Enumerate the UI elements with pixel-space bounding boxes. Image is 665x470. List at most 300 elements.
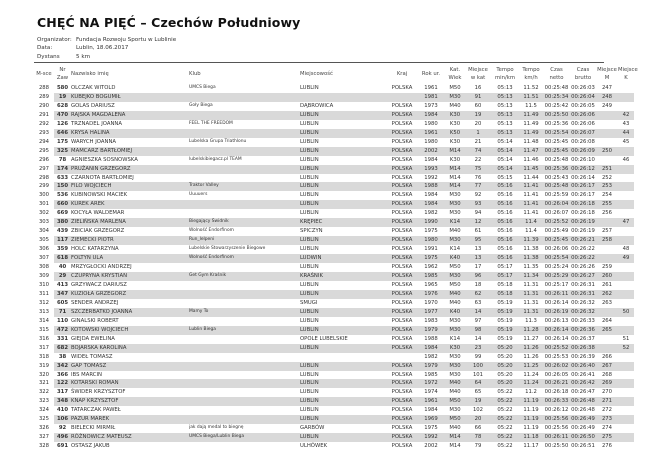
category-cell: M14 (445, 147, 465, 156)
place-women-cell: 52 (618, 344, 634, 353)
pace-cell: 05:13 (497, 102, 513, 109)
place-men-cell: 249 (601, 102, 613, 109)
year-cell: 1961 (417, 129, 445, 138)
speed-cell: 11.27 (523, 335, 539, 342)
name-cell: ZIELIŃSKA MARLENA (71, 218, 189, 227)
category-place-cell: 65 (474, 389, 482, 396)
category-cell: M14 (445, 165, 465, 174)
category-cell: M30 (445, 326, 465, 335)
net-time-cell: 00:26:14 (544, 335, 569, 342)
category-cell: K40 (445, 254, 465, 263)
table-row (34, 218, 634, 227)
col-name: Nazwisko imię (71, 71, 109, 77)
place-women-cell (618, 174, 634, 183)
net-time-cell: 00:26:19 (544, 308, 569, 315)
col-gross-time: Czas brutto (574, 67, 592, 81)
year-cell: 1990 (417, 218, 445, 227)
table-row (34, 362, 634, 371)
net-time-cell: 00:25:24 (544, 264, 569, 271)
city-cell: LUBLIN (300, 397, 387, 406)
bib-cell: 71 (54, 308, 71, 317)
place-cell: 326 (38, 425, 50, 432)
place-men-cell: 269 (596, 379, 618, 388)
category-place-cell: 64 (465, 379, 491, 388)
name-cell: TATARCZAK PAWEŁ (71, 407, 121, 414)
place-men-cell: 252 (601, 174, 613, 181)
col-pace: Tempo min/km (494, 67, 515, 81)
speed-cell: 11.39 (519, 236, 543, 245)
club-cell (189, 353, 300, 362)
bib-cell: 92 (58, 425, 67, 432)
year-cell: 1984 (424, 156, 438, 163)
pace-cell: 05:22 (491, 433, 519, 442)
category-cell: M50 (445, 397, 465, 406)
city-cell: OPOLE LUBELSKIE (300, 335, 348, 342)
name-cell: KNAP KRZYSZTOF (71, 397, 189, 406)
place-women-cell (618, 397, 634, 406)
gross-time-cell: 00:26:17 (571, 183, 595, 190)
country-cell: POLSKA (387, 433, 417, 442)
year-cell: 1984 (417, 200, 445, 209)
place-cell: 316 (38, 335, 50, 342)
bib-cell: 348 (54, 397, 71, 406)
category-place-cell: 60 (474, 102, 482, 109)
name-cell: RAJSKA MAGDALENA (71, 111, 189, 120)
col-place: M-sce (36, 71, 52, 77)
category-place-cell: 77 (465, 182, 491, 191)
category-cell: M30 (449, 407, 461, 414)
place-cell: 328 (38, 443, 50, 450)
gross-time-cell: 00:26:31 (571, 281, 595, 288)
name-cell: ŚWIDER KRZYSZTOF (71, 389, 126, 396)
net-time-cell: 00:26:02 (544, 362, 569, 369)
country-cell: POLSKA (391, 174, 413, 181)
year-cell: 1984 (417, 344, 445, 353)
club-cell (189, 415, 300, 424)
club-cell (189, 200, 300, 209)
place-men-cell (596, 308, 618, 317)
category-cell: K14 (449, 335, 461, 342)
club-cell (189, 317, 300, 326)
category-cell: M30 (449, 192, 461, 199)
country-cell (387, 93, 417, 102)
col-net-time: Czas netto (549, 67, 564, 81)
place-men-cell: 261 (601, 281, 613, 288)
city-cell: DĄBROWICA (300, 102, 334, 109)
category-cell: M40 (449, 299, 461, 306)
place-cell: 288 (38, 85, 50, 91)
gross-time-cell: 00:26:19 (571, 219, 595, 226)
category-cell: K30 (449, 156, 461, 163)
pace-cell: 05:22 (491, 397, 519, 406)
place-women-cell (618, 415, 634, 424)
event-meta (37, 36, 176, 61)
name-cell: KRYSA HALINA (71, 129, 189, 138)
organizer-row (37, 36, 176, 44)
table-row (34, 326, 634, 335)
year-cell: 1972 (417, 379, 445, 388)
year-cell: 1984 (424, 192, 438, 199)
country-cell: POLSKA (391, 246, 413, 253)
place-cell: 324 (38, 407, 50, 414)
place-men-cell: 250 (596, 147, 618, 156)
col-club: Klub (189, 71, 201, 77)
city-cell: LUBLIN (300, 290, 387, 299)
club-cell (189, 362, 300, 371)
category-place-cell: 76 (474, 174, 482, 181)
city-cell: LUBLIN (300, 85, 319, 91)
category-cell: M30 (449, 371, 461, 378)
city-cell (300, 93, 387, 102)
place-women-cell (618, 299, 634, 308)
category-cell: K30 (449, 138, 461, 145)
table-row (34, 84, 634, 93)
speed-cell: 11.25 (519, 362, 543, 371)
place-cell: 321 (34, 379, 54, 388)
year-cell: 1991 (424, 246, 438, 253)
category-place-cell: 17 (474, 264, 482, 271)
club-cell (189, 344, 300, 353)
table-row (34, 236, 634, 245)
name-cell: IBS MARCIN (71, 371, 102, 378)
country-cell: POLSKA (391, 192, 413, 199)
bib-cell: 366 (56, 371, 69, 378)
country-cell (387, 353, 417, 362)
club-cell (189, 281, 300, 290)
pace-cell: 05:14 (491, 165, 519, 174)
category-place-cell: 94 (474, 210, 482, 217)
place-cell: 291 (34, 111, 54, 120)
speed-cell: 11.41 (519, 200, 543, 209)
country-cell: POLSKA (387, 165, 417, 174)
category-cell: M30 (449, 317, 461, 324)
city-cell: LUBLIN (300, 147, 387, 156)
bib-cell: 117 (54, 236, 71, 245)
table-row (34, 442, 634, 451)
net-time-cell: 00:25:45 (544, 237, 569, 244)
year-cell: 1975 (424, 228, 438, 235)
category-cell: M30 (445, 236, 465, 245)
city-cell: LUBLIN (300, 379, 387, 388)
gross-time-cell: 00:26:33 (571, 317, 595, 324)
club-cell (189, 406, 300, 415)
category-place-cell: 91 (465, 93, 491, 102)
pace-cell: 05:19 (497, 317, 513, 324)
gross-time-cell: 00:26:49 (571, 425, 595, 432)
gross-time-cell: 00:26:06 (571, 120, 595, 127)
speed-cell: 11.17 (523, 443, 539, 450)
speed-cell: 11.24 (519, 379, 543, 388)
club-cell: UMCS Biega/Lublin Biega (189, 433, 300, 442)
category-cell: K30 (445, 344, 465, 353)
table-row (34, 371, 634, 380)
speed-cell: 11.31 (523, 299, 539, 306)
club-cell: Uuuuers (189, 192, 208, 198)
category-place-cell: 101 (472, 371, 484, 378)
bib-cell: 29 (54, 272, 71, 281)
category-place-cell: 18 (474, 281, 482, 288)
country-cell: POLSKA (387, 254, 417, 263)
gross-time-cell: 00:26:39 (571, 353, 595, 360)
name-cell: TRZNADEL JOANNA (71, 120, 123, 127)
place-cell: 317 (34, 344, 54, 353)
club-cell: UMCS Biega (189, 85, 216, 90)
net-time-cell: 00:26:05 (544, 371, 569, 378)
country-cell: POLSKA (387, 344, 417, 353)
country-cell: POLSKA (391, 335, 413, 342)
year-cell: 1984 (424, 407, 438, 414)
country-cell: POLSKA (391, 371, 413, 378)
place-women-cell (618, 424, 634, 433)
pace-cell: 05:17 (491, 272, 519, 281)
name-cell: HOLC KATARZYNA (71, 246, 119, 253)
bib-cell: 580 (56, 85, 69, 91)
net-time-cell: 00:25:48 (544, 85, 569, 91)
speed-cell: 11.4 (519, 218, 543, 227)
name-cell: OSTASZ JAKUB (71, 443, 110, 450)
place-cell: 310 (38, 281, 50, 288)
place-women-cell (618, 165, 634, 174)
pace-cell: 05:22 (497, 389, 513, 396)
name-cell: SENDER ANDRZEJ (71, 299, 119, 306)
place-women-cell (618, 317, 634, 326)
results-table (34, 64, 638, 451)
gross-time-cell: 00:26:08 (571, 138, 595, 145)
place-women-cell (618, 406, 634, 415)
gross-time-cell: 00:26:06 (571, 111, 595, 118)
net-time-cell: 00:25:53 (544, 353, 569, 360)
year-cell: 1985 (417, 272, 445, 281)
bib-cell: 646 (54, 129, 71, 138)
club-cell (189, 388, 300, 397)
country-cell: POLSKA (391, 102, 413, 109)
club-cell: Run_lelpeni (189, 236, 300, 245)
category-cell: K14 (449, 246, 461, 253)
col-speed: Tempo km/h (522, 67, 540, 81)
category-place-cell: 22 (474, 156, 482, 163)
speed-cell: 11.4 (525, 228, 537, 235)
country-cell: POLSKA (391, 299, 413, 306)
club-cell: Lubelskie Stowarzyszenie Biegowe (189, 246, 266, 252)
distance-label: Dystans (37, 53, 60, 60)
gross-time-cell: 00:26:31 (571, 290, 595, 297)
pace-cell: 05:15 (497, 174, 513, 181)
bib-cell: 175 (56, 138, 69, 145)
pace-cell: 05:16 (497, 192, 513, 199)
gross-time-cell: 00:26:21 (571, 237, 595, 244)
place-cell: 303 (34, 218, 54, 227)
net-time-cell: 00:26:11 (544, 434, 569, 441)
net-time-cell: 00:25:45 (544, 147, 569, 154)
city-cell: LUBLIN (300, 111, 387, 120)
speed-cell: 11.41 (523, 192, 539, 199)
city-cell: LUBLIN (300, 200, 387, 209)
category-place-cell: 93 (465, 200, 491, 209)
place-cell: 292 (38, 120, 50, 127)
category-place-cell: 66 (474, 425, 482, 432)
gross-time-cell: 00:26:41 (571, 371, 595, 378)
table-row (34, 156, 634, 165)
gross-time-cell: 00:26:12 (571, 165, 595, 172)
net-time-cell: 00:25:54 (544, 255, 569, 262)
net-time-cell: 00:26:13 (544, 317, 569, 324)
gross-time-cell: 00:26:49 (571, 416, 595, 423)
club-cell: Lublin Biega (189, 326, 300, 335)
net-time-cell: 00:25:48 (544, 156, 569, 163)
country-cell: POLSKA (391, 138, 413, 145)
club-cell: Mamy To (189, 308, 300, 317)
place-cell: 299 (34, 182, 54, 191)
year-cell: 1980 (424, 120, 438, 127)
net-time-cell: 00:25:56 (544, 416, 569, 423)
net-time-cell: 00:25:50 (544, 111, 569, 118)
name-cell: KOTARSKI ROMAN (71, 379, 189, 388)
category-place-cell: 99 (474, 353, 482, 360)
net-time-cell: 00:26:18 (544, 389, 569, 396)
speed-cell: 11.49 (519, 129, 543, 138)
net-time-cell: 00:26:33 (544, 398, 569, 405)
organizer-value: Fundacja Rozwoju Sportu w Lublinie (76, 37, 177, 43)
net-time-cell: 00:26:07 (544, 210, 569, 217)
city-cell: LUBLIN (300, 129, 387, 138)
place-men-cell: 253 (596, 182, 618, 191)
net-time-cell: 00:25:56 (544, 425, 569, 432)
category-cell: M50 (449, 281, 461, 288)
category-place-cell: 13 (474, 246, 482, 253)
pace-cell: 05:20 (491, 344, 519, 353)
category-place-cell: 12 (465, 218, 491, 227)
name-cell: ZIEMECKI PIOTR (71, 236, 189, 245)
net-time-cell: 00:25:36 (544, 165, 569, 172)
table-row (34, 165, 634, 174)
city-cell: LUBLIN (300, 138, 319, 145)
category-place-cell: 62 (465, 290, 491, 299)
table-row (34, 415, 634, 424)
club-cell (189, 371, 300, 380)
speed-cell: 11.31 (519, 290, 543, 299)
pace-cell: 05:13 (491, 129, 519, 138)
pace-cell: 05:20 (497, 371, 513, 378)
city-cell: LUBLIN (300, 210, 319, 217)
club-cell: Lubelska Grupa Triathlonu (189, 138, 247, 144)
category-place-cell: 13 (465, 254, 491, 263)
date-value: Lublin, 18.06.2017 (76, 45, 129, 52)
bib-cell: 618 (54, 254, 71, 263)
bib-cell: 150 (54, 182, 71, 191)
bib-cell: 317 (56, 389, 69, 396)
place-cell: 323 (34, 397, 54, 406)
category-cell: M40 (449, 389, 461, 396)
name-cell: SZCZERBATKO JOANNA (71, 308, 189, 317)
club-cell (189, 129, 300, 138)
table-row (34, 317, 634, 326)
place-men-cell: 251 (596, 165, 618, 174)
place-women-cell (618, 102, 634, 111)
name-cell: GOLAS DARIUSZ (71, 102, 115, 109)
country-cell: POLSKA (391, 210, 413, 217)
net-time-cell: 00:26:21 (544, 380, 569, 387)
place-cell: 298 (38, 174, 50, 181)
place-cell: 289 (34, 93, 54, 102)
club-cell: Goły Biega (189, 102, 213, 108)
category-cell: K50 (445, 129, 465, 138)
club-cell: Biegający Świdnik (189, 218, 300, 227)
speed-cell: 11.52 (523, 85, 539, 91)
place-men-cell (596, 111, 618, 120)
category-cell: M50 (445, 415, 465, 424)
pace-cell: 05:22 (491, 415, 519, 424)
place-cell: 327 (34, 433, 54, 442)
pace-cell: 05:16 (491, 200, 519, 209)
bib-cell: 470 (54, 111, 71, 120)
category-cell: K40 (445, 308, 465, 317)
category-cell: M30 (449, 353, 461, 360)
pace-cell: 05:20 (491, 362, 519, 371)
gross-time-cell: 00:26:50 (571, 434, 595, 441)
speed-cell: 11.49 (519, 111, 543, 120)
speed-cell: 11.49 (523, 120, 539, 127)
pace-cell: 05:19 (497, 335, 513, 342)
table-row (34, 397, 634, 406)
speed-cell: 11.26 (523, 353, 539, 360)
category-cell: M40 (449, 228, 461, 235)
place-men-cell: 259 (601, 264, 613, 271)
date-row (37, 44, 176, 52)
name-cell: GRZYWACZ DARIUSZ (71, 281, 127, 288)
city-cell: KRĘPIEC (300, 218, 387, 227)
table-row (34, 272, 634, 281)
bib-cell: 122 (54, 379, 71, 388)
club-cell (189, 442, 300, 451)
club-cell: Traktor Valley (189, 182, 300, 191)
speed-cell: 11.19 (519, 397, 543, 406)
year-cell: 1975 (417, 254, 445, 263)
year-cell: 1980 (424, 138, 438, 145)
table-row (34, 182, 634, 191)
city-cell: LUBLIN (300, 415, 387, 424)
bib-cell: 628 (56, 102, 69, 109)
place-cell: 301 (34, 200, 54, 209)
table-row (34, 388, 634, 397)
net-time-cell: 00:25:42 (544, 102, 569, 109)
club-cell: Wolność Endorfinom (189, 254, 300, 263)
place-cell: 293 (34, 129, 54, 138)
speed-cell: 11.18 (519, 433, 543, 442)
country-cell: POLSKA (387, 236, 417, 245)
place-men-cell: 263 (601, 299, 613, 306)
club-cell (189, 290, 300, 299)
col-category: Kat. Wiek (448, 67, 462, 81)
country-cell: POLSKA (387, 290, 417, 299)
table-row (34, 254, 634, 263)
year-cell: 1962 (424, 264, 438, 271)
place-women-cell: 43 (622, 120, 630, 127)
name-cell: WARYCH JOANNA (71, 138, 117, 145)
place-cell: 325 (34, 415, 54, 424)
gross-time-cell: 00:26:47 (571, 389, 595, 396)
year-cell: 2002 (417, 147, 445, 156)
pace-cell: 05:13 (497, 120, 513, 127)
place-cell: 308 (38, 264, 50, 271)
page-title: CHĘĆ NA PIĘĆ – Czechów Południowy (37, 15, 301, 30)
place-cell: 294 (38, 138, 50, 145)
place-women-cell: 47 (618, 218, 634, 227)
category-cell: M30 (445, 272, 465, 281)
club-cell (189, 93, 300, 102)
table-row (34, 379, 634, 388)
gross-time-cell: 00:26:38 (571, 344, 595, 351)
pace-cell: 05:19 (491, 308, 519, 317)
